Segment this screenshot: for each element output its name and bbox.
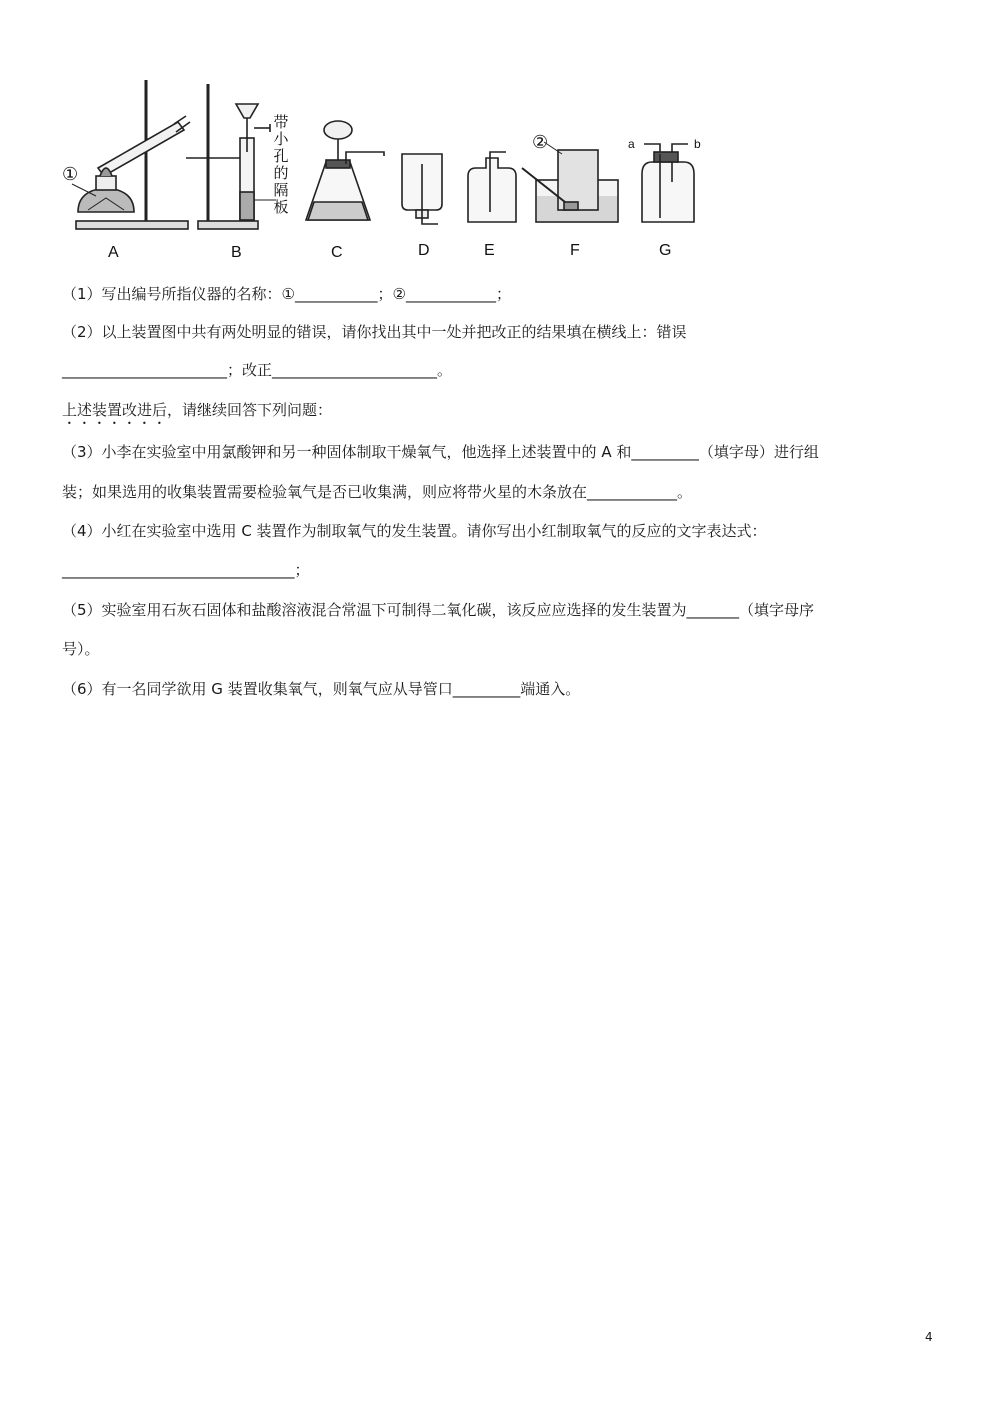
apparatus-a: [76, 80, 190, 229]
question-5-line-1: （5）实验室用石灰石固体和盐酸溶液混合常温下可制得二氧化碳，该反应应选择的发生装置为_______（填字母序: [62, 601, 815, 619]
continue-note-emphasis: 上述装置改进后: [62, 401, 168, 419]
label-e: E: [484, 242, 495, 259]
b-annotation: 带小孔的隔板: [271, 114, 289, 216]
question-3-line-1: （3）小李在实验室中用氯酸钾和另一种固体制取干燥氧气，他选择上述装置中的 A 和_________（填字母）进行组: [62, 443, 819, 461]
apparatus-diagram: [58, 72, 718, 264]
apparatus-e: [468, 152, 516, 222]
continue-note: [62, 391, 934, 429]
question-3-line-2: 装；如果选用的收集装置需要检验氧气是否已收集满，则应将带火星的木条放在____________。: [62, 483, 693, 501]
label-d: D: [418, 242, 430, 259]
g-port-b: b: [694, 137, 701, 151]
apparatus-f: [522, 150, 618, 222]
question-1: （1）写出编号所指仪器的名称：①___________；②____________；: [62, 285, 511, 303]
apparatus-c: [306, 121, 384, 220]
label-g: G: [659, 242, 672, 259]
label-a: A: [108, 244, 119, 261]
apparatus-b: [186, 84, 276, 229]
marker-1: ①: [62, 164, 79, 184]
question-2-line-2: ______________________；改正______________________。: [62, 361, 453, 379]
label-c: C: [331, 244, 343, 261]
label-b: B: [231, 244, 242, 261]
apparatus-figure: [58, 72, 718, 264]
marker-2: ②: [532, 132, 549, 152]
continue-note-rest: ，请继续回答下列问题：: [167, 401, 333, 419]
g-port-a: a: [628, 137, 635, 151]
question-6: （6）有一名同学欲用 G 装置收集氧气，则氧气应从导管口_________端通入。: [62, 680, 581, 698]
question-2-line-1: （2）以上装置图中共有两处明显的错误，请你找出其中一处并把改正的结果填在横线上：错误: [62, 323, 687, 341]
question-4-line-1: （4）小红在实验室中选用 C 装置作为制取氧气的发生装置。请你写出小红制取氧气的反应的文字表达式：: [62, 522, 767, 540]
label-f: F: [570, 242, 580, 259]
apparatus-g: [642, 144, 694, 222]
apparatus-d: [402, 154, 442, 224]
question-4-line-2: _______________________________；: [62, 561, 310, 579]
question-5-line-2: 号）。: [62, 640, 100, 658]
page-number: 4: [925, 1330, 933, 1344]
